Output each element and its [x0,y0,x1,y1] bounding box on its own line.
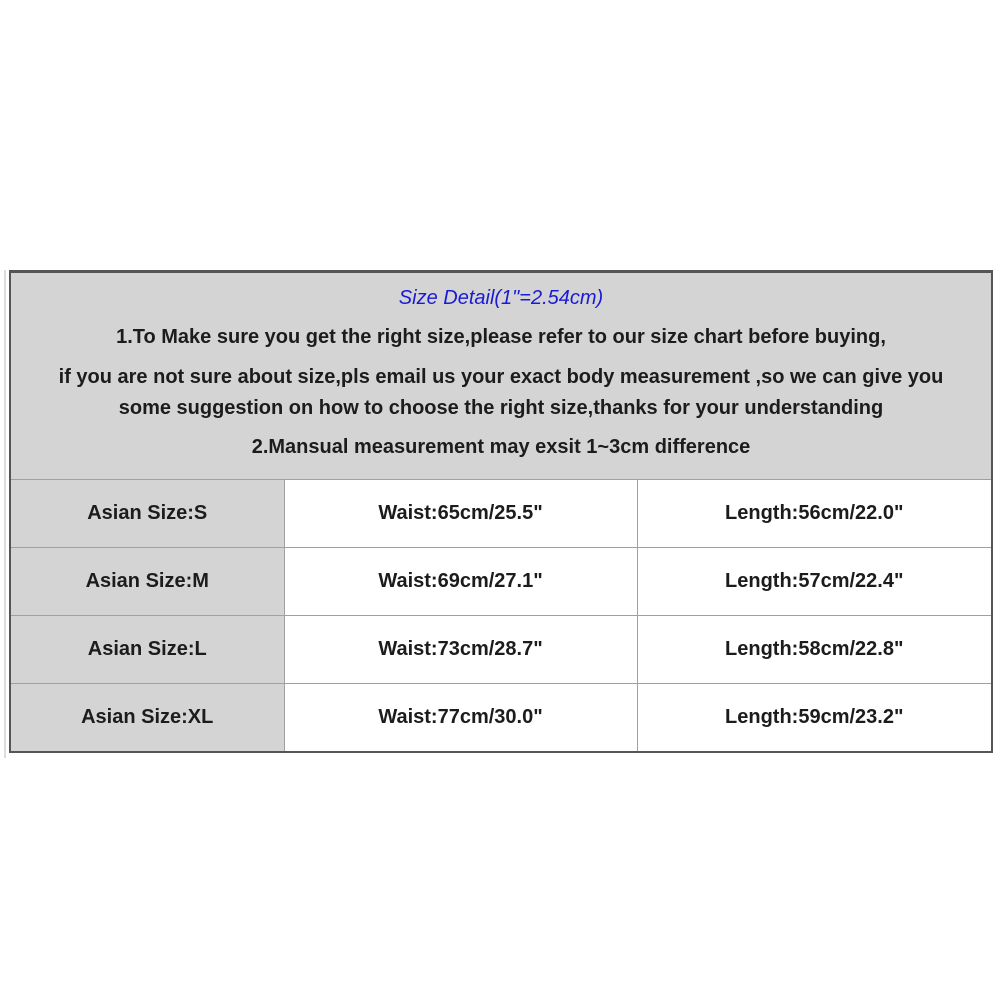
size-cell: Asian Size:M [11,548,284,616]
table-row [11,548,991,616]
size-cell: Asian Size:S [11,480,284,548]
size-chart [9,270,993,753]
table-row [11,480,991,548]
instruction-line-2: if you are not sure about size,pls email us your exact body measurement ,so we can give you [58,366,944,388]
instruction-line-4: 2.Mansual measurement may exsit 1~3cm difference [251,436,751,458]
waist-cell: Waist:65cm/25.5" [284,480,637,548]
length-cell: Length:58cm/22.8" [637,616,991,684]
length-cell: Length:57cm/22.4" [637,548,991,616]
waist-cell: Waist:69cm/27.1" [284,548,637,616]
waist-cell: Waist:73cm/28.7" [284,616,637,684]
size-detail-title: Size Detail(1"=2.54cm) [398,287,604,309]
length-cell: Length:59cm/23.2" [637,684,991,752]
size-cell: Asian Size:XL [11,684,284,752]
table-row [11,684,991,752]
page-edge-line [4,270,6,758]
size-table [11,479,991,751]
size-cell: Asian Size:L [11,616,284,684]
instruction-line-3: some suggestion on how to choose the right size,thanks for your understanding [118,397,884,419]
length-cell: Length:56cm/22.0" [637,480,991,548]
table-row [11,616,991,684]
waist-cell: Waist:77cm/30.0" [284,684,637,752]
size-chart-header [11,273,991,479]
instruction-line-1: 1.To Make sure you get the right size,please refer to our size chart before buying, [116,326,886,348]
